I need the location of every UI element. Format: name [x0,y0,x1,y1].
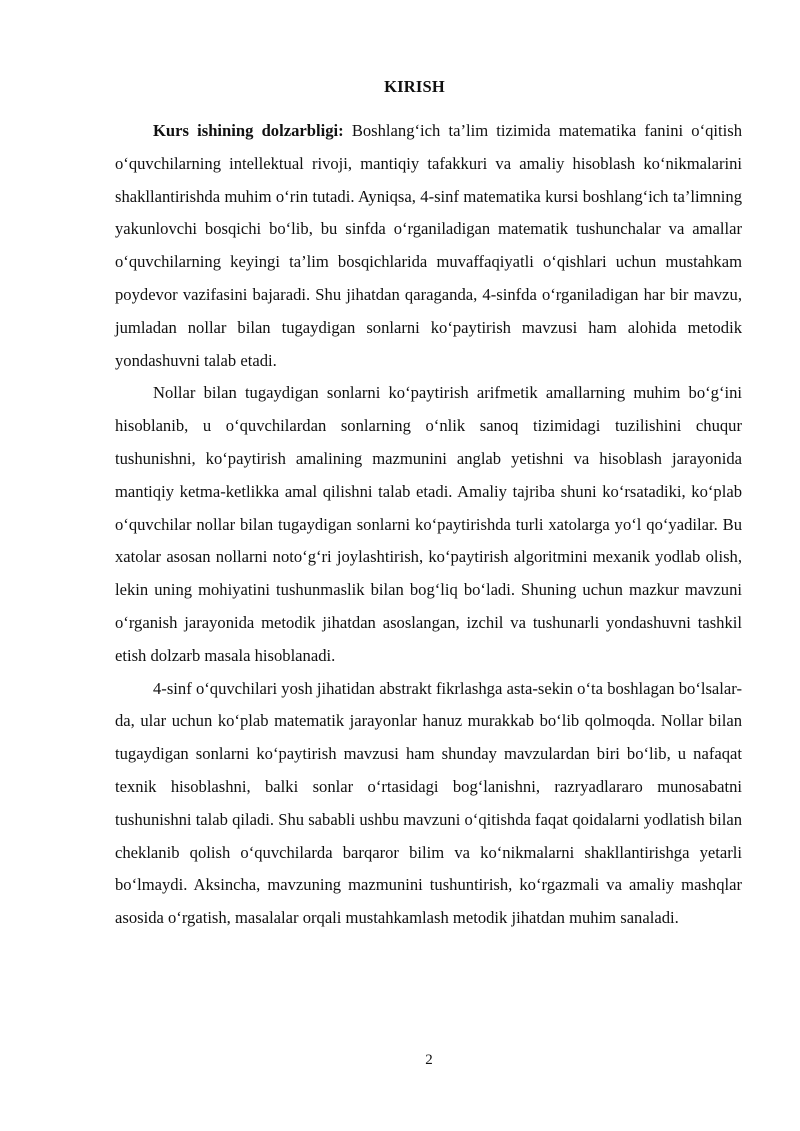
body-text [115,115,742,935]
paragraph-text: Boshlang‘ich ta’lim tizimida matematika fanini o‘qitish o‘quvchilarning intellektual rivoji, mantiqiy tafakkuri va amaliy hisoblash ko‘nikmalarini shakllantirishda muhim o‘rin tutadi. Ayniqsa, 4-sinf matematika kursi boshlang‘ich ta’limning yakunlovchi bosqichi bo‘lib, bu sinfda o‘rganiladigan matematik tushunchalar va amallar o‘quvchilarning keyingi ta’lim bosqichlarida muvaffaqiyatli o‘qishlari uchun mustahkam poydevor vazifasini bajaradi. Shu jihatdan qaraganda, 4-sinfda o‘rganiladigan har bir mavzu, jumladan nollar bilan tugaydigan sonlarni ko‘paytirish mavzusi ham alohida metodik yondashuvni talab etadi. [115,121,742,370]
paragraph-lead: Kurs ishining dolzarbligi: [153,121,344,140]
paragraph-multiplication: Nollar bilan tugaydigan sonlarni ko‘paytirish arifmetik amallarning muhim bo‘g‘ini hisoblanib, u o‘quvchilardan sonlarning o‘nlik sanoq tizimidagi tuzilishini chuqur tushunishni, ko‘paytirish amalining mazmunini anglab yetishni va hisoblash jarayonida mantiqiy ketma-ketlikka amal qilishni talab etadi. Amaliy tajriba shuni ko‘rsatadiki, ko‘plab o‘quvchilar nollar bilan tugaydigan sonlarni ko‘paytirishda turli xatolarga yo‘l qo‘yadilar. Bu xatolar asosan nollarni noto‘g‘ri joylashtirish, ko‘paytirish algoritmini mexanik yodlab olish, lekin uning mohiyatini tushunmaslik bilan bog‘liq bo‘ladi. Shuning uchun mazkur mavzuni o‘rganish jarayonida metodik jihatdan asoslangan, izchil va tushunarli yondashuvni tashkil etish dolzarb masala hisoblanadi. [115,383,742,665]
section-title: KIRISH [384,77,445,96]
page-number: 2 [425,1052,433,1068]
paragraph-relevance [115,115,742,377]
paragraph-grade4: 4-sinf o‘quvchilari yosh jihatidan abstrakt fikrlashga asta-sekin o‘ta boshlagan bo‘lsalar-da, ular uchun ko‘plab matematik jarayonlar hanuz murakkab bo‘lib qolmoqda. Nollar bilan tugaydigan sonlarni ko‘paytirish mavzusi ham shunday mavzulardan biri bo‘lib, u nafaqat texnik hisoblashni, balki sonlar o‘rtasidagi bog‘lanishni, razryadlararo munosabatni tushunishni talab qiladi. Shu sababli ushbu mavzuni o‘qitishda faqat qoidalarni yodlatish bilan cheklanib qolish o‘quvchilarda barqaror bilim va ko‘nikmalarni shakllantirishga yetarli bo‘lmaydi. Aksincha, mavzuning mazmunini tushuntirish, ko‘rgazmali va amaliy mashqlar asosida o‘rgatish, masalalar orqali mustahkamlash metodik jihatdan muhim sanaladi. [115,678,742,928]
